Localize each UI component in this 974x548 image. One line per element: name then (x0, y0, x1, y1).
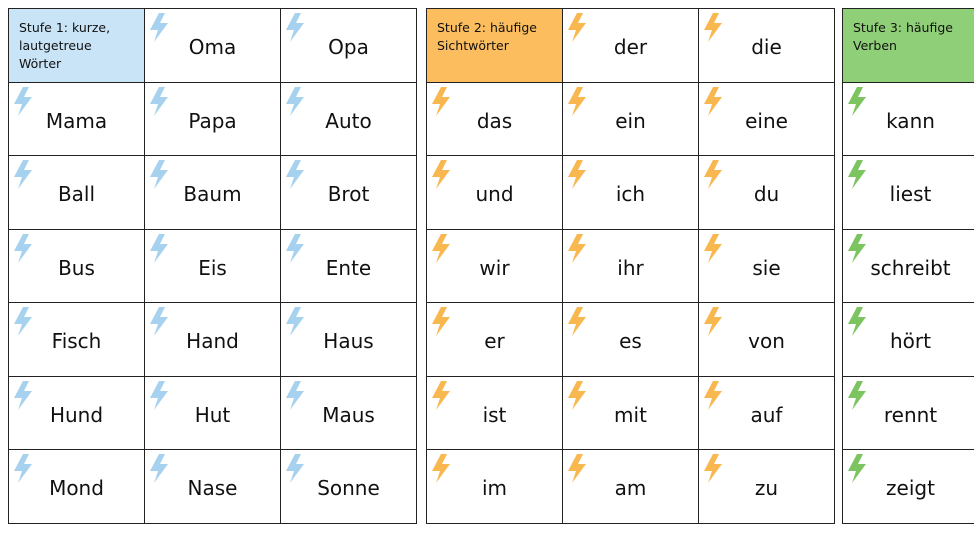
word-label: er (484, 329, 505, 354)
lightning-bolt-icon (846, 86, 868, 117)
lightning-bolt-icon (12, 306, 34, 337)
word-label: am (614, 476, 647, 501)
word-card (145, 450, 281, 524)
lightning-bolt-icon (148, 86, 170, 117)
lightning-bolt-icon (12, 159, 34, 190)
stage-2-card-grid (426, 8, 835, 524)
word-label: Mama (45, 108, 108, 133)
lightning-bolt-icon (12, 86, 34, 117)
lightning-bolt-icon (284, 86, 306, 117)
word-label: zeigt (886, 476, 935, 501)
word-card (843, 303, 974, 377)
lightning-bolt-icon (284, 12, 306, 43)
word-card (281, 156, 417, 230)
word-label: Hut (194, 402, 231, 427)
word-card (843, 83, 974, 157)
lightning-bolt-icon (148, 12, 170, 43)
word-label: hört (890, 329, 931, 354)
lightning-bolt-icon (430, 86, 452, 117)
lightning-bolt-icon (148, 159, 170, 190)
word-label: liest (889, 182, 932, 207)
word-card (843, 156, 974, 230)
lightning-bolt-icon (148, 453, 170, 484)
lightning-bolt-icon (284, 233, 306, 264)
lightning-bolt-icon (430, 453, 452, 484)
word-card (427, 377, 563, 451)
word-label: wir (479, 255, 510, 280)
lightning-bolt-icon (12, 380, 34, 411)
word-label: es (619, 329, 642, 354)
lightning-bolt-icon (430, 159, 452, 190)
lightning-bolt-icon (702, 86, 724, 117)
word-label: und (475, 182, 514, 207)
lightning-bolt-icon (284, 306, 306, 337)
lightning-bolt-icon (846, 306, 868, 337)
word-label: Ball (57, 182, 96, 207)
word-card (9, 83, 145, 157)
word-card (145, 83, 281, 157)
word-card (563, 83, 699, 157)
word-card (145, 230, 281, 304)
word-card (843, 230, 974, 304)
word-label: Bus (58, 255, 95, 280)
word-label: Hund (49, 402, 104, 427)
word-card (699, 377, 835, 451)
word-label: Opa (328, 35, 369, 60)
word-label: Baum (183, 182, 242, 207)
word-card (9, 450, 145, 524)
lightning-bolt-icon (566, 159, 588, 190)
lightning-bolt-icon (846, 233, 868, 264)
word-label: Hand (186, 329, 239, 354)
word-label: das (476, 108, 513, 133)
word-label: Brot (327, 182, 370, 207)
word-label: Auto (325, 108, 372, 133)
word-card (563, 230, 699, 304)
word-label: Sonne (317, 476, 380, 501)
stage-1-card-grid (8, 8, 417, 524)
lightning-bolt-icon (702, 159, 724, 190)
lightning-bolt-icon (846, 159, 868, 190)
word-card (281, 377, 417, 451)
lightning-bolt-icon (566, 12, 588, 43)
word-card (427, 450, 563, 524)
stage-header: Stufe 1: kurze, lautgetreue Wörter (9, 9, 145, 83)
lightning-bolt-icon (566, 453, 588, 484)
word-label: sie (752, 255, 781, 280)
word-label: zu (754, 476, 779, 501)
word-card (145, 303, 281, 377)
word-card (563, 156, 699, 230)
lightning-bolt-icon (430, 233, 452, 264)
lightning-bolt-icon (702, 453, 724, 484)
word-label: rennt (883, 402, 938, 427)
word-card (281, 450, 417, 524)
lightning-bolt-icon (284, 380, 306, 411)
word-label: Maus (322, 402, 375, 427)
word-card (281, 9, 417, 83)
word-label: schreibt (870, 255, 951, 280)
lightning-bolt-icon (566, 86, 588, 117)
lightning-bolt-icon (702, 306, 724, 337)
word-card (145, 9, 281, 83)
word-card (843, 450, 974, 524)
word-label: Mond (49, 476, 104, 501)
lightning-bolt-icon (148, 233, 170, 264)
lightning-bolt-icon (702, 12, 724, 43)
lightning-bolt-icon (846, 380, 868, 411)
lightning-bolt-icon (12, 233, 34, 264)
lightning-bolt-icon (846, 453, 868, 484)
word-label: von (748, 329, 785, 354)
word-card (699, 303, 835, 377)
word-card (145, 156, 281, 230)
word-label: die (751, 35, 782, 60)
word-card (427, 230, 563, 304)
stage-header: Stufe 2: häufige Sichtwörter (427, 9, 563, 83)
word-label: ein (615, 108, 646, 133)
word-card (281, 303, 417, 377)
word-card (9, 377, 145, 451)
word-card (699, 9, 835, 83)
word-label: kann (886, 108, 935, 133)
lightning-bolt-icon (284, 453, 306, 484)
word-label: ich (615, 182, 646, 207)
word-label: Papa (188, 108, 237, 133)
lightning-bolt-icon (566, 306, 588, 337)
lightning-bolt-icon (430, 306, 452, 337)
word-card (563, 450, 699, 524)
word-card (563, 9, 699, 83)
word-label: im (481, 476, 508, 501)
word-card (427, 303, 563, 377)
word-label: Oma (188, 35, 237, 60)
word-card (9, 230, 145, 304)
word-card (699, 450, 835, 524)
word-label: ist (482, 402, 507, 427)
word-card (281, 230, 417, 304)
word-label: Ente (325, 255, 372, 280)
word-card (427, 156, 563, 230)
word-label: Nase (187, 476, 238, 501)
word-label: mit (614, 402, 647, 427)
word-card (699, 83, 835, 157)
word-card (145, 377, 281, 451)
word-card (699, 230, 835, 304)
word-card (699, 156, 835, 230)
word-label: Eis (198, 255, 227, 280)
word-label: der (613, 35, 648, 60)
word-card (563, 377, 699, 451)
lightning-bolt-icon (148, 380, 170, 411)
word-card (843, 377, 974, 451)
word-label: du (753, 182, 780, 207)
word-label: ihr (617, 255, 644, 280)
word-card (9, 156, 145, 230)
lightning-bolt-icon (284, 159, 306, 190)
lightning-bolt-icon (566, 233, 588, 264)
lightning-bolt-icon (702, 380, 724, 411)
word-label: Haus (323, 329, 374, 354)
lightning-bolt-icon (12, 453, 34, 484)
word-card (427, 83, 563, 157)
word-card (281, 83, 417, 157)
lightning-bolt-icon (148, 306, 170, 337)
lightning-bolt-icon (566, 380, 588, 411)
stage-header: Stufe 3: häufige Verben (843, 9, 974, 83)
word-card (563, 303, 699, 377)
word-label: auf (750, 402, 783, 427)
word-label: eine (745, 108, 788, 133)
word-card (9, 303, 145, 377)
lightning-bolt-icon (702, 233, 724, 264)
lightning-bolt-icon (430, 380, 452, 411)
word-label: Fisch (51, 329, 102, 354)
stage-3-card-grid (842, 8, 974, 524)
